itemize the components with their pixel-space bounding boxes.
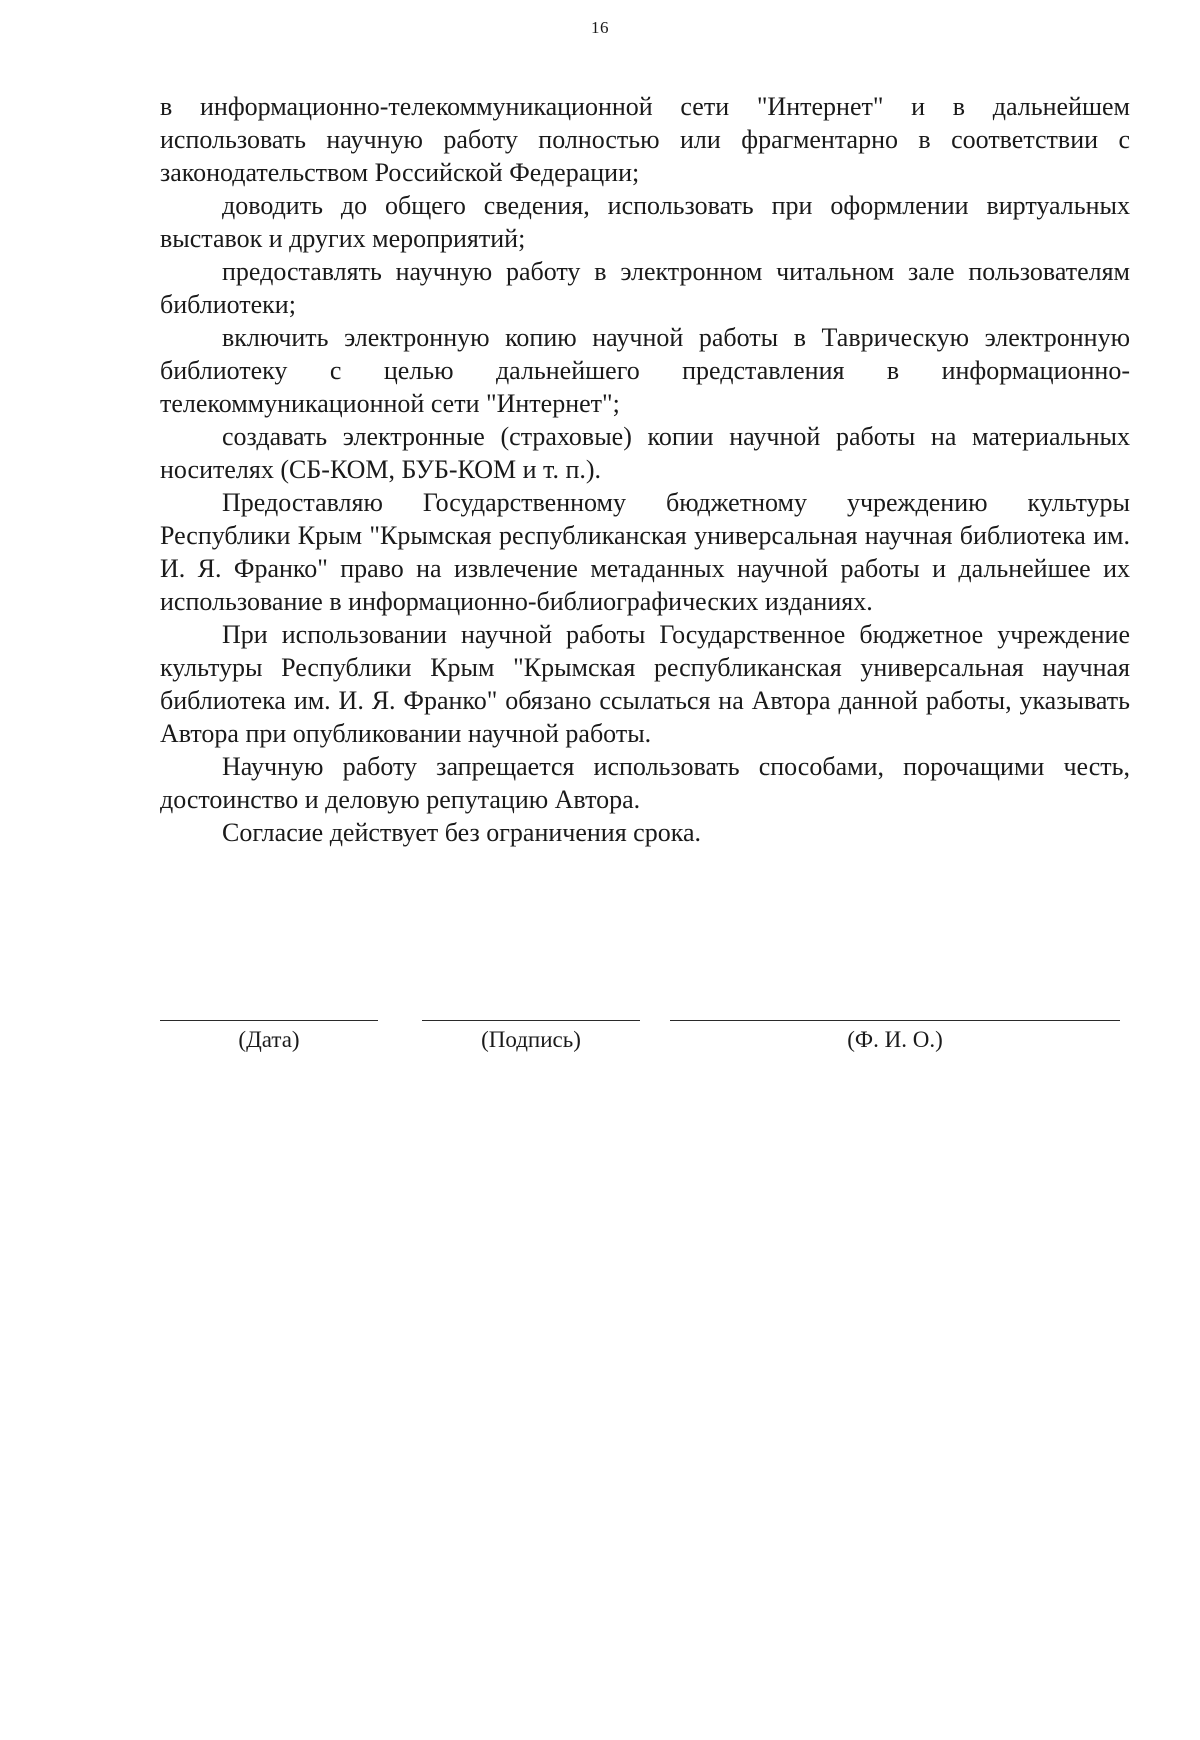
document-body (160, 90, 1130, 849)
page-number: 16 (591, 18, 609, 37)
paragraph-reading-room: предоставлять научную работу в электронном читальном зале пользователям библиотеки; (160, 257, 1130, 319)
full-name-field (670, 1020, 1120, 1053)
paragraph-metadata-rights: Предоставляю Государственному бюджетному учреждению культуры Республики Крым "Крымская республиканская универсальная научная библиотека им. И. Я. Франко" право на извлечение метаданных научной работы и дальнейшее их использование в информационно-библиографических изданиях. (160, 488, 1130, 616)
date-field (160, 1020, 378, 1053)
signature-caption: (Подпись) (481, 1027, 581, 1052)
signature-field (422, 1020, 640, 1053)
full-name-line (670, 1020, 1120, 1021)
paragraph-attribution: При использовании научной работы Государственное бюджетное учреждение культуры Республики Крым "Крымская республиканская универсальная научная библиотека им. И. Я. Франко" обязано ссылаться на Автора данной работы, указывать Автора при опубликовании научной работы. (160, 620, 1130, 748)
paragraph-internet-use: в информационно-телекоммуникационной сети "Интернет" и в дальнейшем использовать научную работу полностью или фрагментарно в соответствии с законодательством Российской Федерации; (160, 92, 1130, 187)
date-line (160, 1020, 378, 1021)
paragraph-validity: Согласие действует без ограничения срока. (222, 818, 701, 847)
signature-block (160, 1020, 1120, 1080)
paragraph-taurida-library: включить электронную копию научной работы в Таврическую электронную библиотеку с целью дальнейшего представления в информационно-телекоммуникационной сети "Интернет"; (160, 323, 1130, 418)
date-caption: (Дата) (238, 1027, 300, 1052)
full-name-caption: (Ф. И. О.) (847, 1027, 943, 1052)
paragraph-prohibited-use: Научную работу запрещается использовать способами, порочащими честь, достоинство и деловую репутацию Автора. (160, 752, 1130, 814)
signature-line (422, 1020, 640, 1021)
paragraph-backup-copies: создавать электронные (страховые) копии научной работы на материальных носителях (СБ-КОМ, БУБ-КОМ и т. п.). (160, 422, 1130, 484)
paragraph-public-access: доводить до общего сведения, использовать при оформлении виртуальных выставок и других мероприятий; (160, 191, 1130, 253)
